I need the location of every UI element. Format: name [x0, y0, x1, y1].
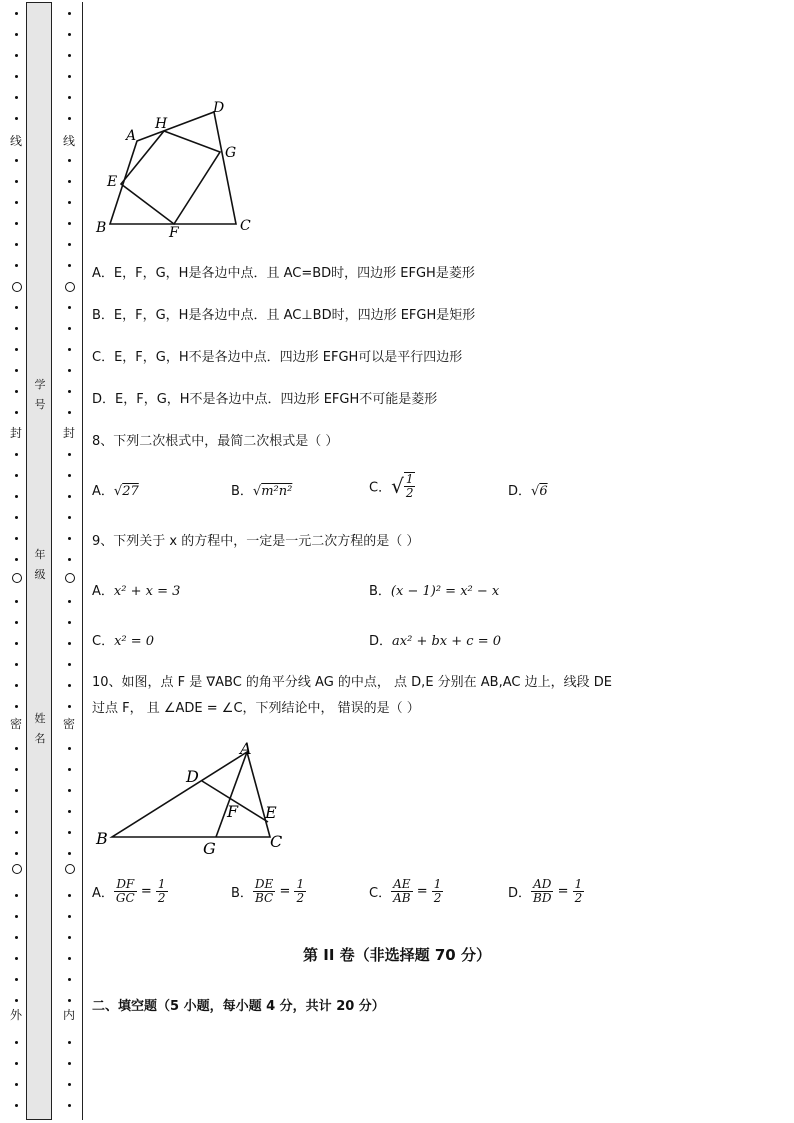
- binding-dot: [15, 1104, 18, 1107]
- q10-stem-line1: 10、如图，点 F 是 ∇ABC 的角平分线 AG 的中点， 点 D,E 分别在 AB,AC 边上，线段 DE: [92, 675, 612, 690]
- binding-dot: [68, 957, 71, 960]
- binding-dot: [68, 558, 71, 561]
- q9-option-a: A．x² + x = 3: [92, 584, 181, 599]
- fig1-label-f: F: [169, 225, 179, 241]
- binding-dot: [68, 474, 71, 477]
- binding-circle-icon: [12, 282, 22, 292]
- binding-dot: [15, 495, 18, 498]
- binding-dot: [15, 75, 18, 78]
- binding-dot: [15, 999, 18, 1002]
- binding-dot: [68, 831, 71, 834]
- binding-dot: [15, 852, 18, 855]
- binding-dot: [68, 999, 71, 1002]
- binding-dot: [68, 327, 71, 330]
- binding-dot: [15, 264, 18, 267]
- binding-dot: [68, 936, 71, 939]
- margin-char-feng-outer: 封: [9, 426, 22, 440]
- q7-option-c: C．E，F，G，H不是各边中点．四边形 EFGH可以是平行四边形: [92, 350, 463, 365]
- binding-dot: [15, 621, 18, 624]
- q9-stem: 9、下列关于 x 的方程中，一定是一元二次方程的是（ ）: [92, 534, 420, 549]
- binding-dot: [68, 894, 71, 897]
- binding-line: [82, 2, 83, 1120]
- margin-char-mi-outer: 密: [9, 717, 22, 731]
- binding-dot: [68, 705, 71, 708]
- q7-option-a: A．E，F，G，H是各边中点．且 AC=BD时，四边形 EFGH是菱形: [92, 266, 475, 281]
- binding-dot: [15, 810, 18, 813]
- binding-dot: [15, 306, 18, 309]
- q8-option-b: B．√m²n²: [231, 484, 293, 499]
- binding-circle-icon: [65, 282, 75, 292]
- margin-char-mi-inner: 密: [62, 717, 75, 731]
- fig1-label-e: E: [107, 174, 118, 190]
- margin-char-feng-inner: 封: [62, 426, 75, 440]
- binding-dot: [68, 12, 71, 15]
- binding-dot: [68, 54, 71, 57]
- binding-circle-icon: [65, 864, 75, 874]
- q9-option-d: D．ax² + bx + c = 0: [369, 634, 501, 649]
- margin-char-wai-outer: 外: [9, 1008, 22, 1022]
- binding-dot: [15, 369, 18, 372]
- binding-dot: [15, 159, 18, 162]
- q10-option-a: A． $\frac{DF}{GC}$ = $\frac{1}{2}$: [92, 877, 166, 905]
- binding-dot: [68, 789, 71, 792]
- binding-dot: [15, 537, 18, 540]
- q9-option-c: C．x² = 0: [92, 634, 155, 649]
- binding-dot: [15, 54, 18, 57]
- binding-dot: [68, 180, 71, 183]
- fig2-label-b: B: [96, 829, 108, 848]
- binding-dot: [68, 663, 71, 666]
- binding-dot: [68, 600, 71, 603]
- binding-dot: [15, 390, 18, 393]
- binding-dot: [15, 453, 18, 456]
- binding-dot: [68, 978, 71, 981]
- fig2-label-g: G: [203, 839, 216, 858]
- q7-option-d: D．E，F，G，H不是各边中点．四边形 EFGH不可能是菱形: [92, 392, 438, 407]
- binding-dot: [15, 327, 18, 330]
- q9-option-b: B．(x − 1)² = x² − x: [369, 584, 500, 599]
- binding-dot: [68, 33, 71, 36]
- binding-dot: [68, 369, 71, 372]
- fig2-label-a: A: [240, 739, 252, 758]
- triangle-figure: [92, 736, 302, 860]
- binding-dot: [68, 96, 71, 99]
- q10-option-d: D． $\frac{AD}{BD}$ = $\frac{1}{2}$: [508, 877, 583, 905]
- binding-circle-icon: [12, 573, 22, 583]
- margin-char-xian-outer: 线: [9, 134, 22, 148]
- binding-dot: [68, 306, 71, 309]
- binding-dot: [15, 516, 18, 519]
- binding-dot: [68, 621, 71, 624]
- fig1-label-a: A: [126, 128, 137, 144]
- binding-dot: [68, 495, 71, 498]
- binding-dot: [15, 243, 18, 246]
- binding-margin-outer: [0, 0, 26, 1123]
- binding-circle-icon: [65, 573, 75, 583]
- fig1-label-g: G: [225, 145, 237, 161]
- binding-dot: [68, 264, 71, 267]
- binding-dot: [15, 705, 18, 708]
- binding-dot: [15, 768, 18, 771]
- binding-dot: [15, 747, 18, 750]
- binding-dot: [68, 411, 71, 414]
- binding-dot: [68, 117, 71, 120]
- binding-dot: [68, 1062, 71, 1065]
- binding-dot: [15, 978, 18, 981]
- binding-dot: [68, 243, 71, 246]
- q8-stem: 8、下列二次根式中，最简二次根式是（ ）: [92, 434, 339, 449]
- fig2-label-f: F: [227, 802, 239, 821]
- binding-dot: [15, 684, 18, 687]
- binding-dot: [68, 75, 71, 78]
- binding-dot: [68, 390, 71, 393]
- q10-stem-line2: 过点 F， 且 ∠ADE = ∠C，下列结论中， 错误的是（ ）: [92, 701, 420, 716]
- binding-dot: [15, 663, 18, 666]
- fig1-label-d: D: [213, 100, 225, 116]
- student-info-strip: [26, 2, 52, 1120]
- binding-dot: [15, 789, 18, 792]
- fill-in-section-heading: 二、填空题（5 小题，每小题 4 分，共计 20 分）: [92, 999, 385, 1014]
- q10-option-c: C． $\frac{AE}{AB}$ = $\frac{1}{2}$: [369, 877, 442, 905]
- binding-dot: [68, 516, 71, 519]
- binding-dot: [15, 1062, 18, 1065]
- binding-dot: [68, 810, 71, 813]
- binding-dot: [15, 915, 18, 918]
- fig2-label-d: D: [186, 767, 199, 786]
- q10-option-b: B． $\frac{DE}{BC}$ = $\frac{1}{2}$: [231, 877, 305, 905]
- fig2-label-c: C: [270, 832, 283, 851]
- binding-dot: [15, 1041, 18, 1044]
- binding-dot: [68, 348, 71, 351]
- triangle-abc: [112, 752, 270, 837]
- binding-dot: [15, 957, 18, 960]
- binding-dot: [15, 33, 18, 36]
- binding-circle-icon: [12, 864, 22, 874]
- binding-dot: [68, 642, 71, 645]
- fig1-label-h: H: [155, 116, 168, 132]
- binding-dot: [68, 1104, 71, 1107]
- binding-dot: [15, 558, 18, 561]
- name-label: 姓名: [34, 712, 46, 745]
- binding-dot: [15, 348, 18, 351]
- binding-dot: [68, 768, 71, 771]
- fig2-label-e: E: [265, 803, 277, 822]
- grade-label: 年级: [34, 548, 46, 581]
- binding-dot: [15, 1083, 18, 1086]
- binding-dot: [68, 537, 71, 540]
- binding-dot: [15, 894, 18, 897]
- margin-char-xian-inner: 线: [62, 134, 75, 148]
- binding-margin-inner: [53, 0, 83, 1123]
- binding-dot: [15, 411, 18, 414]
- binding-dot: [68, 453, 71, 456]
- binding-dot: [15, 180, 18, 183]
- binding-dot: [68, 915, 71, 918]
- q8-option-d: D．√6: [508, 484, 548, 499]
- binding-dot: [15, 600, 18, 603]
- binding-dot: [15, 831, 18, 834]
- binding-dot: [15, 936, 18, 939]
- binding-dot: [68, 1041, 71, 1044]
- binding-dot: [68, 852, 71, 855]
- binding-dot: [15, 12, 18, 15]
- binding-dot: [15, 96, 18, 99]
- student-id-label: 学号: [34, 378, 46, 411]
- q8-option-c: C．√ $\frac{1}{2}$: [369, 472, 414, 500]
- binding-dot: [68, 159, 71, 162]
- q8-option-a: A．√27: [92, 484, 139, 499]
- binding-dot: [15, 222, 18, 225]
- binding-dot: [68, 684, 71, 687]
- section-2-title: 第 II 卷（非选择题 70 分）: [303, 946, 491, 964]
- q7-option-b: B．E，F，G，H是各边中点．且 AC⊥BD时，四边形 EFGH是矩形: [92, 308, 476, 323]
- bisector-ag: [216, 752, 247, 837]
- binding-dot: [15, 474, 18, 477]
- binding-dot: [15, 201, 18, 204]
- binding-dot: [68, 1083, 71, 1086]
- fig1-label-b: B: [96, 220, 107, 236]
- margin-char-nei-inner: 内: [62, 1008, 75, 1022]
- binding-dot: [68, 222, 71, 225]
- binding-dot: [68, 747, 71, 750]
- quadrilateral-figure: [92, 96, 262, 241]
- fig1-label-c: C: [240, 218, 251, 234]
- binding-dot: [68, 201, 71, 204]
- binding-dot: [15, 642, 18, 645]
- binding-dot: [15, 117, 18, 120]
